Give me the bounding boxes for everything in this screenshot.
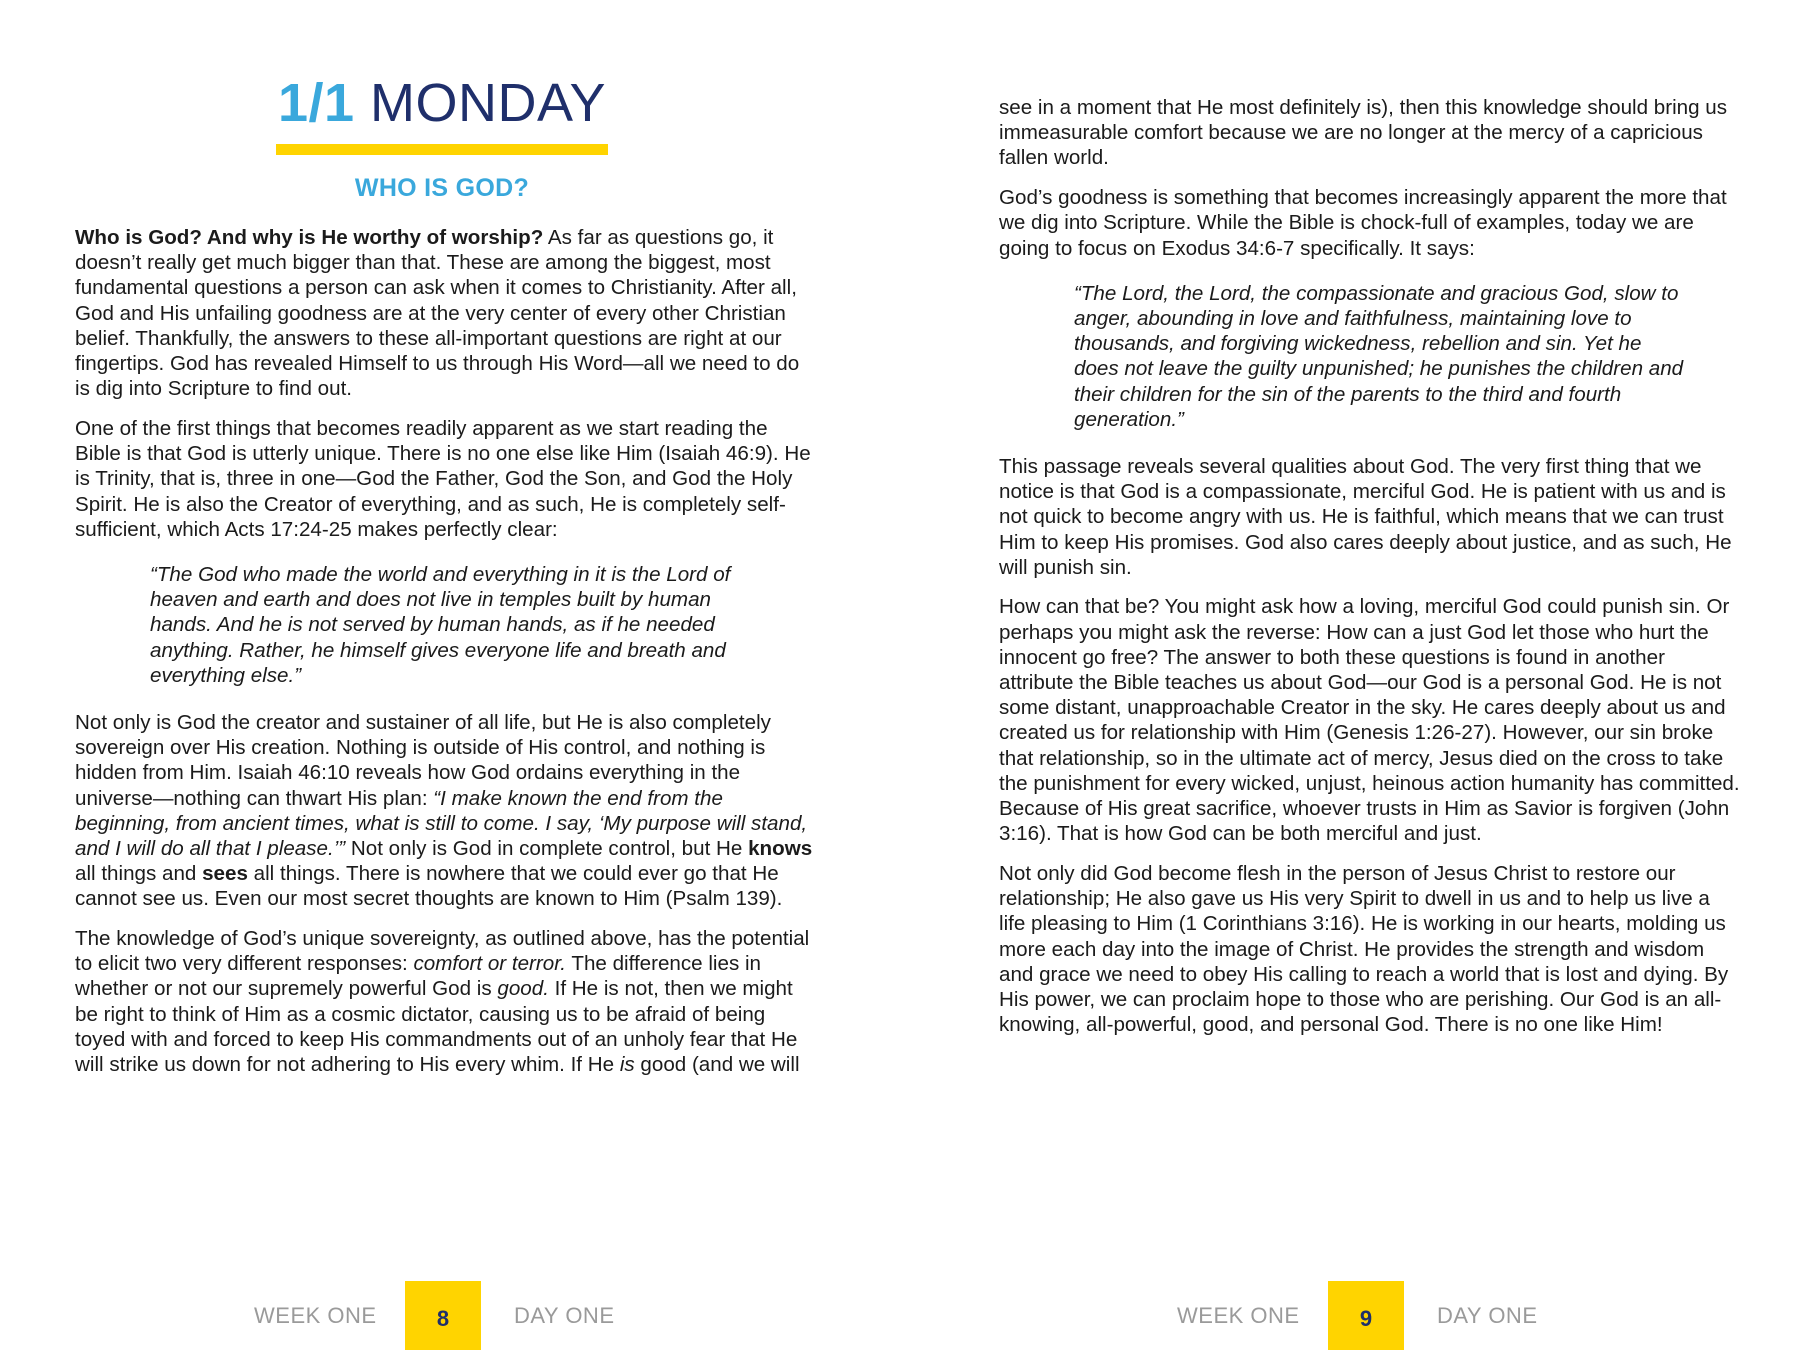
lead-question: Who is God? And why is He worthy of worship?	[75, 226, 544, 249]
scripture-quote: “The God who made the world and everything in it is the Lord of heaven and earth and does not live in temples built by human hands. And he is not served by human hands, as if he needed anything. Rather, he himself gives everyone life and breath and everything else.”	[150, 562, 731, 687]
emphasis-text: is	[619, 1053, 635, 1077]
right-page	[900, 0, 1800, 1350]
paragraph: This passage reveals several qualities about God. The very first thing that we notice is that God is a compassionate, merciful God. He is patient with us and is not quick to become angry with us. He is faithful, which means that we can trust Him to keep His promises. God also cares deeply about justice, and as such, He will punish sin.	[999, 454, 1732, 579]
right-body-text	[999, 95, 1741, 1052]
paragraph-text: Not only is God the creator and sustainer of all life, but He is also completely sovereign over His creation. Nothing is outside of His control, and nothing is hidden from Him. Isaiah 46:10 reveals how God ordains everything in the universe—nothing can thwart His plan:	[75, 710, 771, 810]
footer-day-label: DAY ONE	[1437, 1303, 1538, 1328]
paragraph	[75, 225, 817, 401]
emphasis-text: sees	[202, 862, 248, 886]
scripture-inline-quote: “I make known the end from the beginning, from ancient times, what is still to come. I say, ‘My purpose will stand, and I will do all that I please.’”	[75, 786, 808, 860]
paragraph-text: The difference lies in whether or not our supremely powerful God is	[75, 952, 762, 1001]
paragraph	[75, 710, 817, 912]
right-footer	[900, 1281, 1800, 1350]
paragraph-text: As far as questions go, it doesn’t really get much bigger than that. These are among the biggest, most fundamental questions a person can ask when it comes to Christianity. After all, God and His unfailing goodness are at the very center of every other Christian belief. Thankfully, the answers to these all-important questions are right at our fingertips. God has revealed Himself to us through His Word—all we need to do is dig into Scripture to find out.	[75, 226, 800, 401]
page-number-badge: 8	[405, 1281, 481, 1350]
paragraph	[75, 926, 817, 1077]
footer-week-label: WEEK ONE	[254, 1303, 377, 1328]
paragraph: God’s goodness is something that becomes increasingly apparent the more that we dig into Scripture. While the Bible is chock-full of examples, today we are going to focus on Exodus 34:6-7 specifically. It says:	[999, 186, 1727, 260]
day-heading	[276, 72, 608, 203]
left-page	[0, 0, 900, 1350]
paragraph-text: Not only is God in complete control, but He	[345, 836, 749, 860]
page-number-badge: 9	[1328, 1281, 1404, 1350]
heading-date: 1/1	[277, 73, 355, 133]
left-body-text	[75, 225, 817, 1092]
emphasis-text: knows	[748, 836, 813, 860]
heading-underline	[276, 144, 608, 155]
emphasis-text: good.	[497, 977, 549, 1001]
paragraph-text: If He is not, then we might be right to think of Him as a cosmic dictator, causing us to be afraid of being toyed with and forced to keep His commandments out of an unholy fear that He will strike us down for not adhering to His every whim. If He	[75, 977, 798, 1077]
heading-subtitle: WHO IS GOD?	[354, 174, 530, 202]
paragraph: see in a moment that He most definitely is), then this knowledge should bring us immeasurable comfort because we are no longer at the mercy of a capricious fallen world.	[999, 96, 1728, 170]
emphasis-text: comfort or terror.	[413, 952, 567, 976]
paragraph-text: good (and we will	[634, 1053, 800, 1077]
paragraph-text: The knowledge of God’s unique sovereignty, as outlined above, has the potential to elicit two very different responses:	[75, 927, 810, 976]
footer-day-label: DAY ONE	[514, 1303, 615, 1328]
left-footer	[0, 1281, 900, 1350]
scripture-quote: “The Lord, the Lord, the compassionate and gracious God, slow to anger, abounding in love and faithfulness, maintaining love to thousands, and forgiving wickedness, rebellion and sin. Yet he does not leave the guilty unpunished; he punishes the children and their children for the sin of the parents to the third and fourth generation.”	[1074, 281, 1684, 431]
paragraph: How can that be? You might ask how a loving, merciful God could punish sin. Or perhaps you might ask the reverse: How can a just God let those who hurt the innocent go free? The answer to both these questions is found in another attribute the Bible teaches us about God—our God is a personal God. He is not some distant, unapproachable Creator in the sky. He cares deeply about us and created us for relationship with Him (Genesis 1:26-27). However, our sin broke that relationship, so in the ultimate act of mercy, Jesus died on the cross to take the punishment for every wicked, unjust, heinous action humanity has committed. Because of His great sacrifice, whoever trusts in Him as Savior is forgiven (John 3:16). That is how God can be both merciful and just.	[999, 595, 1740, 846]
footer-week-label: WEEK ONE	[1177, 1303, 1300, 1328]
paragraph-text: all things. There is nowhere that we could ever go that He cannot see us. Even our most secret thoughts are known to Him (Psalm 139).	[75, 862, 783, 911]
paragraph: One of the first things that becomes readily apparent as we start reading the Bible is that God is utterly unique. There is no one else like Him (Isaiah 46:9). He is Trinity, that is, three in one—God the Father, God the Son, and God the Holy Spirit. He is also the Creator of everything, and as such, He is completely self-sufficient, which Acts 17:24-25 makes perfectly clear:	[75, 416, 811, 541]
paragraph-text: all things and	[75, 862, 203, 886]
paragraph: Not only did God become flesh in the person of Jesus Christ to restore our relationship; He also gave us His very Spirit to dwell in us and to help us live a life pleasing to Him (1 Corinthians 3:16). He is working in our hearts, molding us more each day into the image of Christ. He provides the strength and wisdom and grace we need to obey His calling to reach a world that is lost and dying. By His power, we can proclaim hope to those who are perishing. Our God is an all-knowing, all-powerful, good, and personal God. There is no one like Him!	[999, 861, 1729, 1037]
heading-day: MONDAY	[370, 73, 607, 133]
heading-title	[276, 72, 608, 134]
